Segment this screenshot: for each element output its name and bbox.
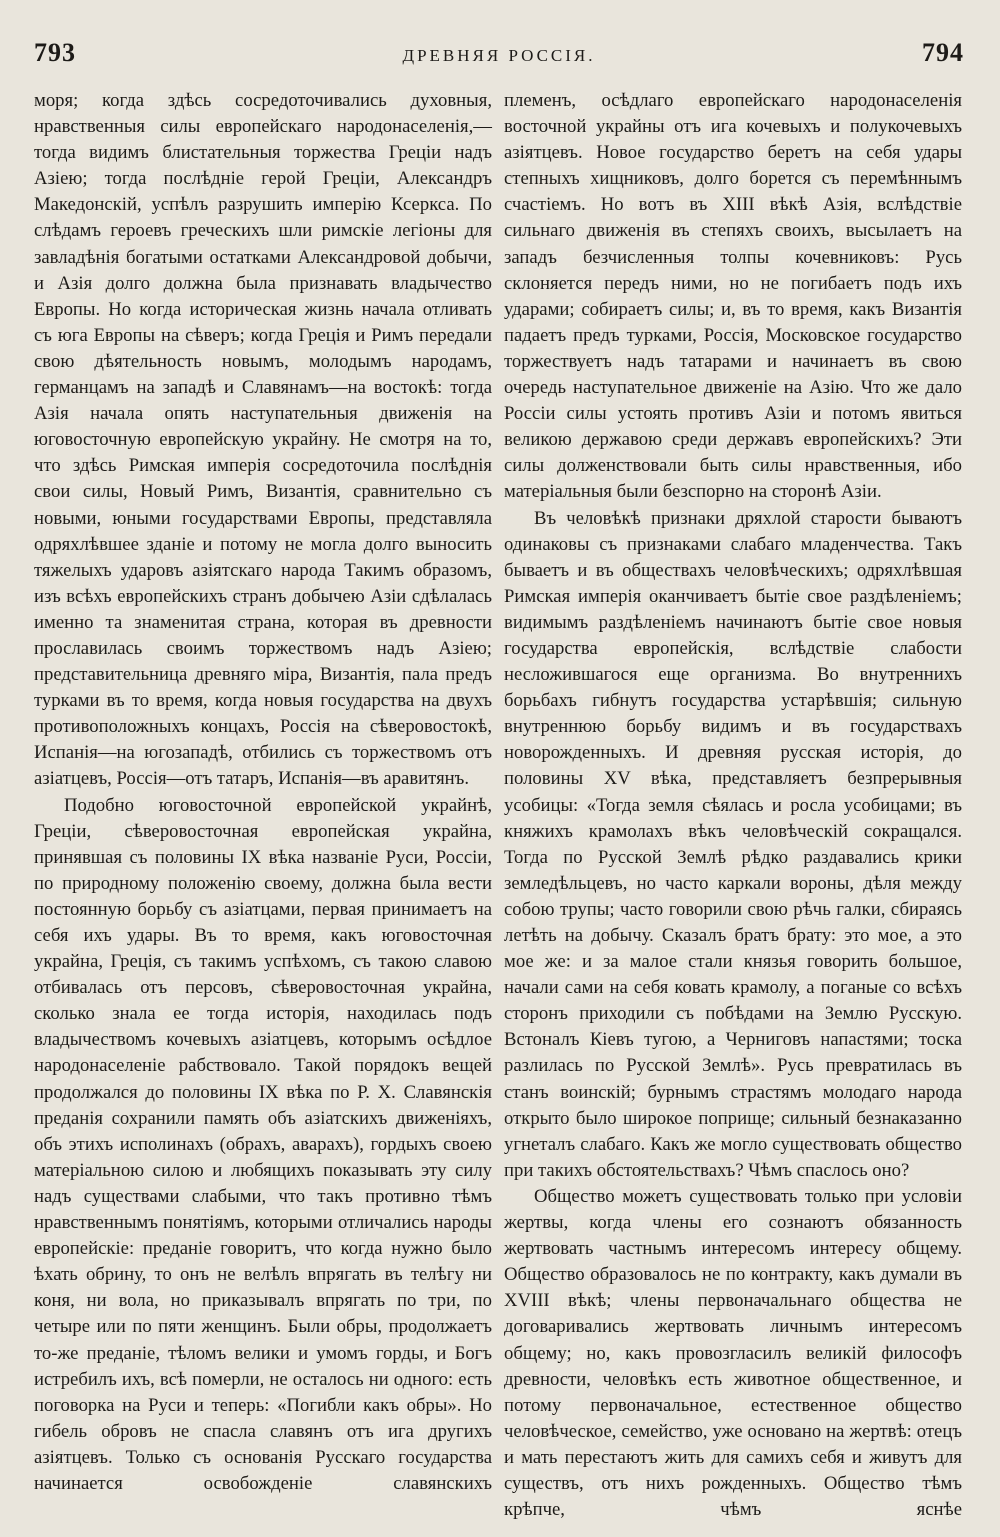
paragraph: Подобно юговосточной европейской украйнѣ, Греціи, сѣверовосточная европейская украйна, принявшая съ половины IX вѣка названіе Руси, Россіи, по природному положенію своему, должна была вести постоянную борьбу съ азіатцами, первая принимаетъ на себя ихъ удары. Въ то время, какъ юговосточная украйна, Греція, съ такимъ успѣхомъ, съ такою славою отбивалась отъ персовъ, сѣверовосточная украйна, сколько знала ее тогда исторія, находилась подъ владычествомъ кочевыхъ азіатцевъ, которымъ осѣдлое народонаселеніе рабствовало. Такой порядокъ вещей продолжался до половины IX вѣка по Р. Х. Славянскія преданія сохранили память объ азіатскихъ движеніяхъ, объ этихъ исполинахъ (обрахъ, аварахъ), гордыхъ своею матеріальною силою и любящихъ показывать эту силу надъ существами слабыми, что такъ противно тѣмъ нравственнымъ понятіямъ, которыми отличались народы европейскіе: преданіе говоритъ, что когда нужно было ѣхать обрину, то онъ не велѣлъ впрягать въ телѣгу ни коня, ни вола, но приказывалъ впрягать по три, по четыре или по пяти женщинъ. Были обры, продолжаетъ то-же преданіе, тѣломъ велики и умомъ горды, и Богъ истребилъ ихъ, всѣ померли, не осталось ни одного: есть поговорка на Руси и теперь: «Погибли какъ обры». Но гибель обровъ не спасла славянъ отъ ига другихъ азіятцевъ. Только съ основанія Русскаго государства начинается освобожденіе славянскихъ: [34, 794, 492, 1494]
paragraph: Общество можетъ существовать только при условіи жертвы, когда члены его сознаютъ обязанность жертвовать частнымъ интересомъ интересу общему. Общество образовалось не по контракту, какъ думали въ XVIII вѣкѣ; члены первоначальнаго общества не договаривались жертвовать личнымъ интересомъ общему; но, какъ провозгласилъ великій философъ древности, человѣкъ есть животное общественное, и потому первоначальное, естественное общество человѣческое, семейство, уже основано на жертвѣ: отецъ и мать перестаютъ жить для самихъ себя и живутъ для существъ, отъ нихъ рожденныхъ. Общество тѣмъ крѣпче, чѣмъ яснѣе: [504, 1185, 962, 1521]
page-header: [34, 38, 964, 78]
left-column: [34, 88, 492, 1497]
running-title: ДРЕВНЯЯ РОССІЯ.: [402, 46, 596, 65]
right-page-number: 794: [922, 38, 964, 67]
paragraph: Въ человѣкѣ признаки дряхлой старости бываютъ одинаковы съ признаками слабаго младенчества. Такъ бываетъ и въ обществахъ человѣческихъ; одряхлѣвшая Римская имперія оканчиваетъ бытіе свое раздѣленіемъ; видимымъ раздѣленіемъ начинаютъ бытіе свое новыя государства европейскія, вслѣдствіе слабости несложившагося еще организма. Во внутреннихъ борьбахъ гибнутъ государства устарѣвшія; сильную внутреннюю борьбу видимъ и въ государствахъ новорожденныхъ. И древняя русская исторія, до половины XV вѣка, представляетъ безпрерывныя усобицы: «Тогда земля сѣялась и росла усобицами; въ княжихъ крамолахъ вѣкъ человѣческій сокращался. Тогда по Русской Землѣ рѣдко раздавались крики земледѣльцевъ, но часто каркали вороны, дѣля между собою трупы; часто говорили свою рѣчь галки, сбираясь летѣть на добычу. Сказалъ братъ брату: это мое, а это мое же: и за малое стали князья говорить большое, начали сами на себя ковать крамолу, а поганые со всѣхъ сторонъ приходили съ побѣдами на Землю Русскую. Встоналъ Кіевъ тугою, а Черниговъ напастями; тоска разлилась по Русской Землѣ». Русь превратилась въ станъ воинскій; бурнымъ страстямъ молодаго народа открыто было широкое поприще; сильный безнаказанно угнеталъ слабаго. Какъ же могло существовать общество при такихъ обстоятельствахъ? Чѣмъ спаслось оно?: [504, 507, 962, 1181]
right-column: [504, 88, 962, 1523]
paragraph: моря; когда здѣсь сосредоточивались духовныя, нравственныя силы европейскаго народонаселенія,—тогда видимъ блистательныя торжества Греціи надъ Азіею; тогда послѣдніе герой Греціи, Александръ Македонскій, успѣлъ разрушить имперію Ксеркса. По слѣдамъ героевъ греческихъ шли римскіе легіоны для завладѣнія богатыми остатками Александровой добычи, и Азія долго должна была признавать владычество Европы. Но когда историческая жизнь начала отливать съ юга Европы на сѣверъ; когда Греція и Римъ передали свою дѣятельность новымъ, молодымъ народамъ, германцамъ на западѣ и Славянамъ—на востокѣ: тогда Азія начала опять наступательныя движенія на юговосточную европейскую украйну. Не смотря на то, что здѣсь Римская имперія сосредоточила послѣднія свои силы, Новый Римъ, Византія, сравнительно съ новыми, юными государствами Европы, представляла одряхлѣвшее зданіе и потому не могла долго выносить тяжелыхъ ударовъ азіятскаго народа Такимъ образомъ, изъ всѣхъ европейскихъ странъ добычею Азіи сдѣлалась именно та знаменитая страна, которая въ древности прославилась своимъ торжествомъ надъ Азіею; представительница древняго міра, Византія, пала предъ турками въ то время, когда новыя государства на двухъ противоположныхъ концахъ, Россія на сѣверовостокѣ, Испанія—на югозападѣ, отбились съ торжествомъ отъ азіатцевъ, Россія—отъ татаръ, Испанія—въ аравитянъ.: [34, 90, 492, 790]
paragraph: племенъ, осѣдлаго европейскаго народонаселенія восточной украйны отъ ига кочевыхъ и полукочевыхъ азіятцевъ. Новое государство беретъ на себя удары степныхъ хищниковъ, долго борется съ перемѣннымъ счастіемъ. Но вотъ въ XIII вѣкѣ Азія, вслѣдствіе сильнаго движенія въ степяхъ своихъ, высылаетъ на западъ безчисленныя толпы кочевниковъ: Русь склоняется передъ ними, но не погибаетъ подъ ихъ ударами; собираетъ силы; и, въ то время, какъ Византія падаетъ предъ турками, Россія, Московское государство торжествуетъ надъ татарами и начинаетъ въ свою очередь наступательное движеніе на Азію. Что же дало Россіи силы устоять противъ Азіи и потомъ явиться великою державою среди державъ европейскихъ? Эти силы долженствовали быть силы нравственныя, ибо матеріальныя были безспорно на сторонѣ Азіи.: [504, 90, 962, 503]
left-page-number: 793: [34, 38, 76, 67]
